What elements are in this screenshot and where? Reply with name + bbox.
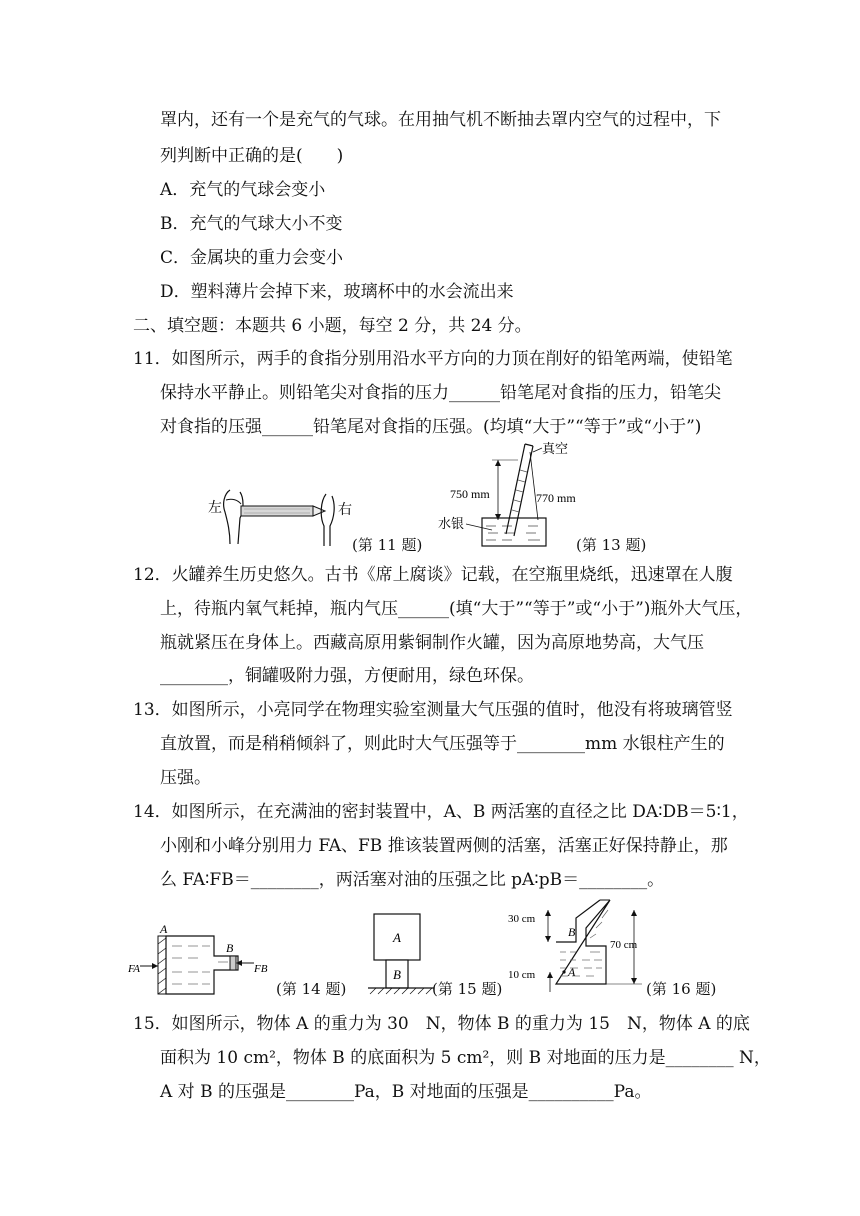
fig14-fb-label: FB: [254, 963, 268, 975]
fig16-a-label: A: [568, 965, 576, 979]
q10-line-1: 罩内，还有一个是充气的气球。在用抽气机不断抽去罩内空气的过程中，下: [160, 110, 721, 130]
fig14-a-label: A: [160, 922, 168, 936]
fig16-70cm-label: 70 cm: [610, 939, 638, 951]
figure-11-pencil: [200, 482, 360, 552]
fig11-right-label: 右: [338, 503, 352, 518]
fig13-770-label: 770 mm: [536, 491, 576, 505]
q15-line-2: 面积为 10 cm²，物体 B 的底面积为 5 cm²，则 B 对地面的压力是________ N，: [160, 1048, 771, 1068]
q11-line-2: 保持水平静止。则铅笔尖对食指的压力______铅笔尾对食指的压力，铅笔尖: [160, 383, 721, 403]
q12-line-3: 瓶就紧压在身体上。西藏高原用紫铜制作火罐，因为高原地势高，大气压: [160, 633, 704, 653]
q13-line-1: 13．如图所示，小亮同学在物理实验室测量大气压强的值时，他没有将玻璃管竖: [133, 700, 733, 720]
fig14-b-label: B: [226, 941, 234, 955]
fig13-vacuum-label: 真空: [542, 441, 569, 456]
q10-option-a: A．充气的气球会变小: [160, 180, 326, 200]
q10-option-d: D．塑料薄片会掉下来，玻璃杯中的水会流出来: [160, 282, 514, 302]
q10-option-b: B．充气的气球大小不变: [160, 214, 343, 234]
fig15-b-label: B: [393, 967, 401, 982]
fig13-mercury-label: 水银: [438, 516, 465, 531]
q11-line-3: 对食指的压强______铅笔尾对食指的压强。(均填“大于”“等于”或“小于”): [160, 417, 702, 437]
fig16-b-label: B: [568, 925, 576, 939]
fig11-left-label: 左: [208, 501, 222, 516]
figure-13-tube: [430, 440, 590, 550]
fig16-caption: (第 16 题): [646, 980, 717, 998]
q15-line-1: 15．如图所示，物体 A 的重力为 30 N，物体 B 的重力为 15 N，物体 A 的底: [133, 1014, 750, 1034]
fig15-a-label: A: [393, 930, 401, 945]
fig11-caption: (第 11 题): [352, 536, 423, 554]
fig16-30cm-label: 30 cm: [508, 913, 536, 925]
q12-line-1: 12．火罐养生历史悠久。古书《席上腐谈》记载，在空瓶里烧纸，迅速罩在人腹: [133, 565, 733, 585]
q14-line-2: 小刚和小峰分别用力 FA、FB 推该装置两侧的活塞，活塞正好保持静止，那: [160, 836, 728, 856]
figure-14-hydraulic: [126, 922, 276, 996]
q14-line-3: 么 FA∶FB＝________，两活塞对油的压强之比 pA∶pB＝________。: [160, 870, 665, 890]
q15-line-3: A 对 B 的压强是________Pa，B 对地面的压强是__________Pa。: [160, 1082, 652, 1102]
q10-option-c: C．金属块的重力会变小: [160, 248, 344, 268]
fig13-750-label: 750 mm: [450, 487, 490, 501]
q14-line-1: 14．如图所示，在充满油的密封装置中，A、B 两活塞的直径之比 DA∶DB＝5∶1，: [133, 802, 749, 822]
q12-line-2: 上，待瓶内氧气耗掉，瓶内气压______(填“大于”“等于”或“小于”)瓶外大气压，: [160, 599, 753, 619]
q13-line-2: 直放置，而是稍稍倾斜了，则此时大气压强等于________mm 水银柱产生的: [160, 734, 725, 754]
figure-16-container: [506, 896, 656, 996]
fig13-caption: (第 13 题): [576, 536, 647, 554]
fig14-caption: (第 14 题): [276, 980, 347, 998]
fig15-caption: (第 15 题): [432, 980, 503, 998]
q10-line-2: 列判断中正确的是( ): [160, 146, 344, 166]
section-heading: 二、填空题：本题共 6 小题，每空 2 分，共 24 分。: [133, 316, 532, 336]
q11-line-1: 11．如图所示，两手的食指分别用沿水平方向的力顶在削好的铅笔两端，使铅笔: [133, 349, 733, 369]
fig16-10cm-label: 10 cm: [508, 969, 536, 981]
q12-line-4: ________，铜罐吸附力强，方便耐用，绿色环保。: [160, 666, 534, 686]
fig14-fa-label: FA: [128, 963, 141, 975]
q13-line-3: 压强。: [160, 768, 211, 788]
